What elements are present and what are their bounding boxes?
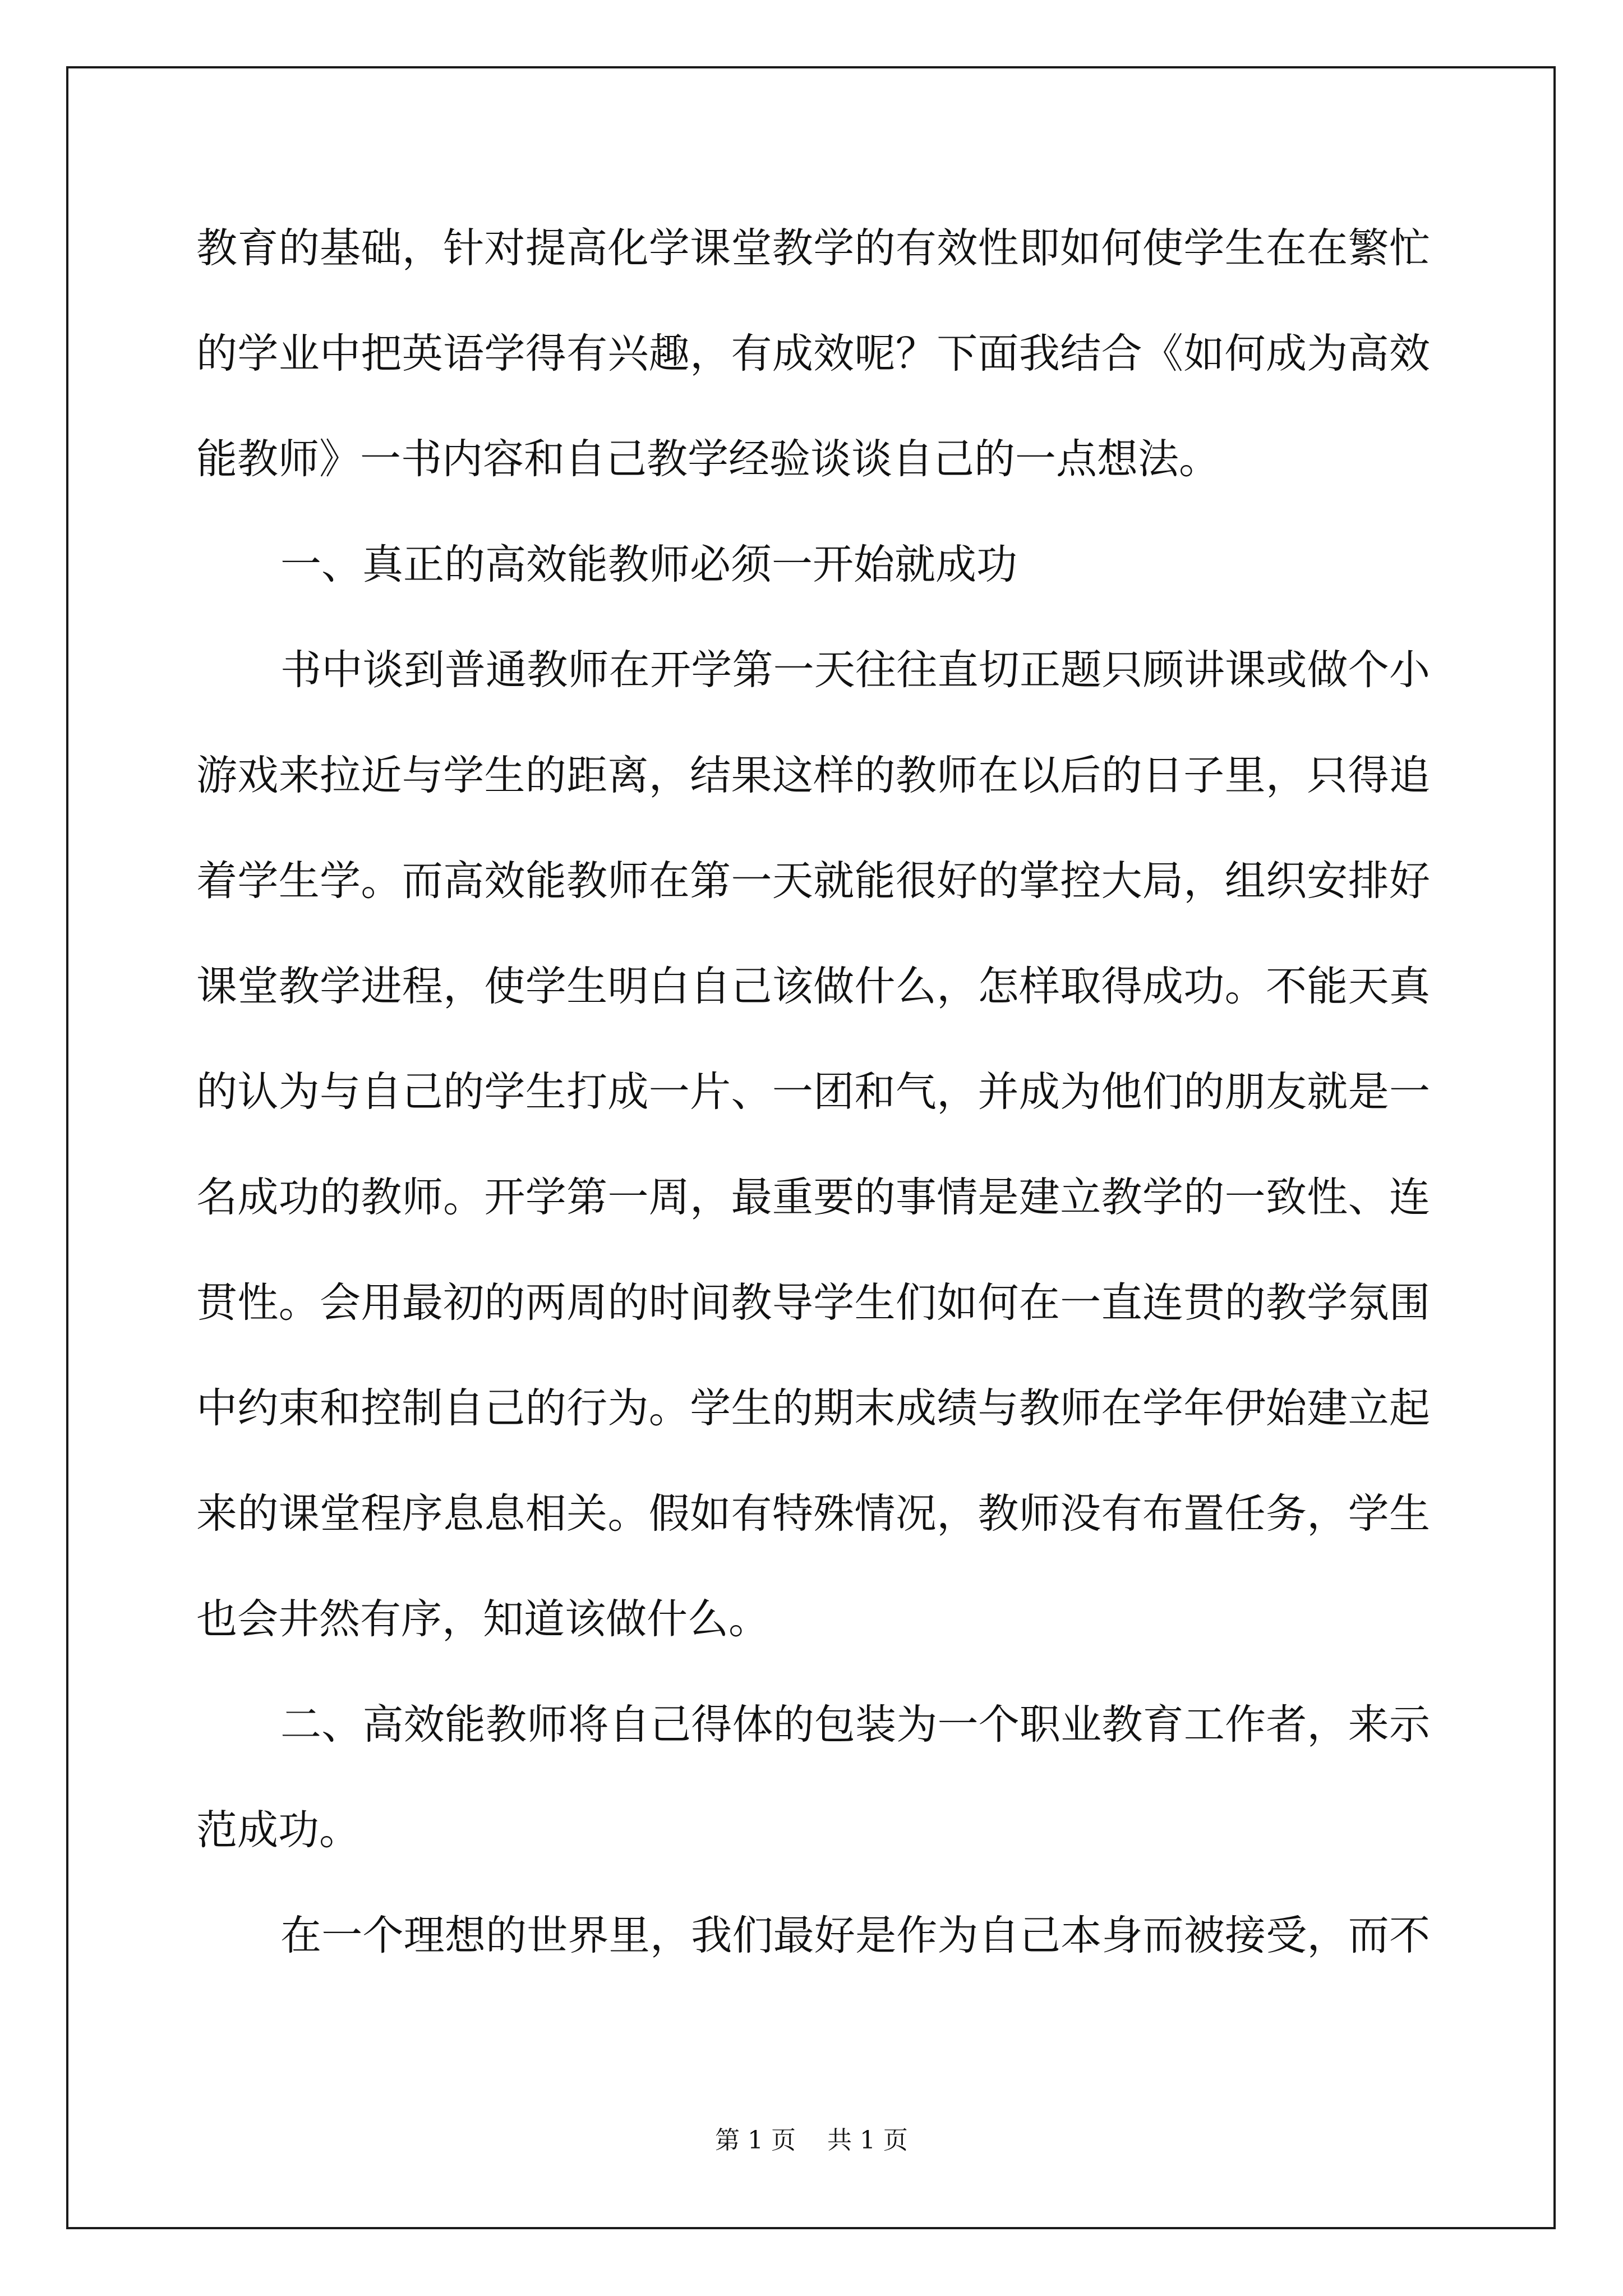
text-line: 中约束和控制自己的行为。学生的期末成绩与教师在学年伊始建立起 xyxy=(196,1384,1430,1432)
text-line: 教育的基础，针对提高化学课堂教学的有效性即如何使学生在在繁忙 xyxy=(196,224,1430,272)
section-heading: 一、真正的高效能教师必须一开始就成功 xyxy=(280,541,1017,588)
page-total: 共 1 页 xyxy=(827,2126,908,2155)
text-line: 来的课堂程序息息相关。假如有特殊情况，教师没有布置任务，学生 xyxy=(196,1490,1430,1538)
text-line: 能教师》一书内容和自己教学经验谈谈自己的一点想法。 xyxy=(196,435,1220,483)
text-line: 着学生学。而高效能教师在第一天就能很好的掌控大局，组织安排好 xyxy=(196,857,1430,905)
page-number: 第 1 页 xyxy=(715,2126,796,2155)
text-line: 也会井然有序，知道该做什么。 xyxy=(196,1595,769,1643)
text-line: 课堂教学进程，使学生明白自己该做什么，怎样取得成功。不能天真 xyxy=(196,963,1430,1010)
text-line: 贯性。会用最初的两周的时间教导学生们如何在一直连贯的教学氛围 xyxy=(196,1279,1430,1327)
section-heading-continued: 范成功。 xyxy=(196,1806,360,1854)
text-line: 的学业中把英语学得有兴趣，有成效呢？下面我结合《如何成为高效 xyxy=(196,330,1430,378)
text-line: 游戏来拉近与学生的距离，结果这样的教师在以后的日子里，只得追 xyxy=(196,752,1430,799)
page-border xyxy=(66,66,1556,2229)
text-line: 的认为与自己的学生打成一片、一团和气，并成为他们的朋友就是一 xyxy=(196,1068,1430,1116)
text-line: 名成功的教师。开学第一周，最重要的事情是建立教学的一致性、连 xyxy=(196,1174,1430,1221)
section-heading: 二、高效能教师将自己得体的包装为一个职业教育工作者，来示 xyxy=(280,1701,1430,1749)
text-line: 在一个理想的世界里，我们最好是作为自己本身而被接受，而不 xyxy=(280,1912,1430,1959)
text-line: 书中谈到普通教师在开学第一天往往直切正题只顾讲课或做个小 xyxy=(280,646,1430,694)
page-footer xyxy=(0,2128,1623,2153)
